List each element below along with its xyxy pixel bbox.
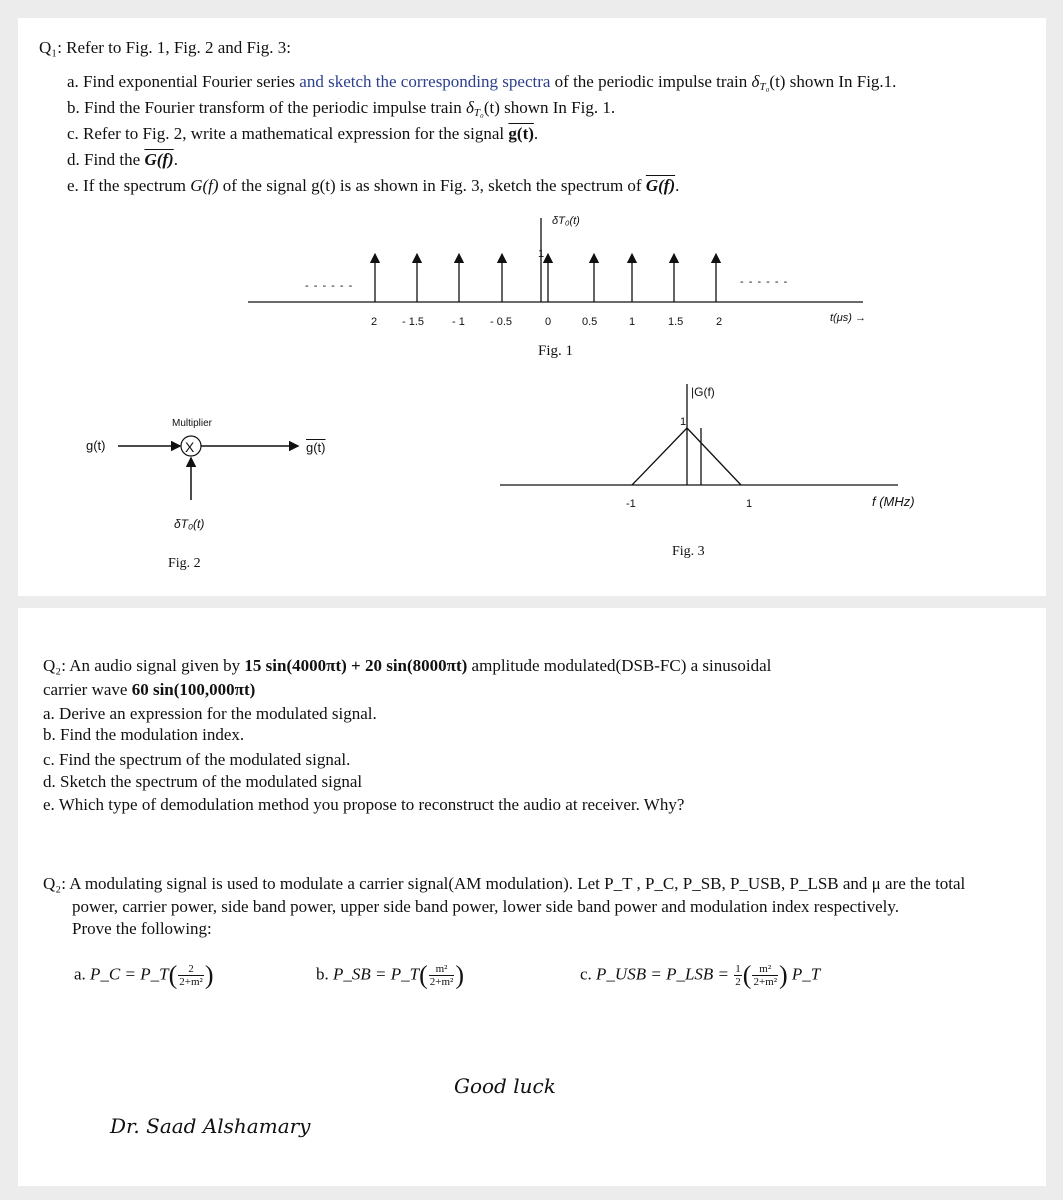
q2a-item-d: d. Sketch the spectrum of the modulated signal — [43, 772, 363, 791]
q1-b-symbol: δ — [465, 98, 474, 117]
q2a-item-b: b. Find the modulation index. — [43, 725, 245, 744]
fig2-multiplier-label: Multiplier — [172, 418, 213, 429]
q1-c-text-2: . — [533, 124, 539, 143]
fig1-dots-right: - - - - - - — [740, 276, 789, 288]
q2a-carrier-expression: 60 sin(100,000πt) — [131, 680, 256, 699]
q1-d-text-2: . — [173, 150, 178, 169]
fig1-tick: - 1.5 — [402, 316, 425, 328]
formula-a-lhs: P_C = P_T — [90, 964, 169, 984]
q2b-line-1: Q₂: A modulating signal is used to modulate a carrier signal(AM modulation). Let P_T , P_C, P_SB, P_USB, P_LSB and μ are the total — [43, 874, 966, 893]
q1-b-text-2: (t) shown In Fig. 1. — [483, 98, 616, 117]
q2a-text: Q₂: An audio signal given by — [43, 656, 245, 675]
q1-b-subscript: T₀ — [473, 107, 484, 119]
fig1-peak-label: 1 — [538, 248, 545, 260]
q1-e-text: e. If the spectrum — [67, 176, 191, 195]
q1-b-text: b. Find the Fourier transform of the periodic impulse train — [67, 98, 466, 117]
fig1-tick: 2 — [371, 316, 378, 328]
formula-b-lhs: P_SB = P_T — [333, 964, 420, 984]
q1-e-text-3: . — [675, 176, 680, 195]
q1-d-text: d. Find the — [67, 150, 145, 169]
q2b-line-2: power, carrier power, side band power, upper side band power, lower side band power and modulation index respectively. — [72, 897, 900, 916]
fig1-tick: 0.5 — [582, 316, 598, 328]
formula-a — [74, 960, 214, 990]
q1-a-text: a. Find exponential Fourier series — [67, 72, 300, 91]
q2a-line-1 — [43, 656, 771, 676]
q1-d-symbol: G(f) — [144, 150, 174, 169]
formula-c-tail: P_T — [791, 964, 821, 984]
fig2-caption: Fig. 2 — [168, 556, 201, 571]
q1-a-text-2: of the periodic impulse train — [550, 72, 752, 91]
fig1-dots-left: - - - - - - — [305, 280, 354, 292]
fig1-signal-label: δT₀(t) — [552, 215, 580, 227]
formula-c-lhs: P_USB = P_LSB = — [596, 964, 730, 984]
q1-c-text: c. Refer to Fig. 2, write a mathematical expression for the signal — [67, 124, 509, 143]
fraction-numerator: m² — [752, 963, 778, 976]
fig1-tick: 2 — [716, 316, 723, 328]
q2a-audio-expression: 15 sin(4000πt) + 20 sin(8000πt) — [244, 656, 468, 675]
formula-a-label: a. — [74, 964, 86, 984]
q1-a-symbol: δ — [751, 72, 760, 91]
question-2-page — [18, 608, 1046, 1186]
fig3-caption: Fig. 3 — [672, 544, 705, 559]
question-1-page — [18, 18, 1046, 596]
q2a-text-2: amplitude modulated(DSB-FC) a sinusoidal — [467, 656, 772, 675]
fraction-denominator: 2+m² — [753, 976, 777, 988]
formula-c — [580, 960, 821, 990]
formula-c-half — [734, 963, 742, 988]
fraction-denominator: 2 — [735, 976, 741, 988]
paren-open: ( — [419, 960, 428, 990]
fig3-tick-right: 1 — [746, 498, 753, 510]
fig3-axis-label: f (MHz) — [872, 494, 915, 509]
q1-a-highlight: and sketch the corresponding spectra — [299, 72, 551, 91]
formula-b — [316, 960, 464, 990]
fraction-numerator: 1 — [735, 963, 741, 975]
fig2-carrier-label: δT₀(t) — [174, 517, 205, 531]
q2a-item-a: a. Derive an expression for the modulated signal. — [43, 704, 377, 723]
q2a-line-2 — [43, 680, 255, 700]
paren-close: ) — [779, 960, 788, 990]
q1-e-symbol-2: G(f) — [645, 176, 676, 195]
q1-c-symbol: g(t) — [508, 124, 534, 143]
fig3-peak-label: 1 — [680, 416, 687, 428]
fig1-axis-label: t(μs) → — [830, 312, 866, 324]
fig3-tick-left: -1 — [626, 498, 636, 510]
q1-e-text-2: of the signal g(t) is as shown in Fig. 3, sketch the spectrum of — [218, 176, 646, 195]
fraction-denominator: 2+m² — [429, 976, 454, 988]
fig1-tick: - 0.5 — [490, 316, 513, 328]
q1-a-subscript: T₀ — [759, 81, 770, 93]
fig3-label: |G(f) — [691, 385, 715, 399]
formula-c-label: c. — [580, 964, 592, 984]
paren-close: ) — [455, 960, 464, 990]
formula-b-fraction — [429, 963, 455, 988]
fig1-tick: 1 — [629, 316, 636, 328]
q2a-item-e: e. Which type of demodulation method you propose to reconstruct the audio at receiver. Why? — [43, 795, 685, 814]
fig2-multiplier-symbol: X — [185, 439, 195, 455]
formula-b-label: b. — [316, 964, 329, 984]
fig2-output-label: g(t) — [306, 440, 326, 455]
paren-open: ( — [168, 960, 178, 990]
fraction-denominator: 2+m² — [179, 976, 203, 988]
fig1-tick: 0 — [545, 316, 552, 328]
author-signature: Dr. Saad Alshamary — [110, 1114, 311, 1138]
q1-e-symbol-1: G(f) — [190, 176, 219, 195]
paren-close: ) — [204, 960, 214, 990]
formula-a-fraction — [178, 963, 204, 988]
fraction-numerator: 2 — [178, 963, 204, 976]
fig1-tick: 1.5 — [668, 316, 684, 328]
q2a-text-3: carrier wave — [43, 680, 132, 699]
signoff-text: Good luck — [454, 1074, 556, 1098]
paren-open: ( — [742, 960, 752, 990]
fraction-numerator: m² — [429, 963, 455, 976]
q1-heading: Q₁: Refer to Fig. 1, Fig. 2 and Fig. 3: — [39, 38, 291, 57]
formula-c-fraction — [752, 963, 778, 988]
fig1-caption: Fig. 1 — [538, 343, 574, 359]
fig1-tick: - 1 — [452, 316, 465, 328]
fig2-input-label: g(t) — [86, 438, 106, 453]
q2b-line-3: Prove the following: — [72, 919, 212, 938]
q2a-item-c: c. Find the spectrum of the modulated signal. — [43, 750, 351, 769]
q1-a-text-3: (t) shown In Fig.1. — [769, 72, 897, 91]
